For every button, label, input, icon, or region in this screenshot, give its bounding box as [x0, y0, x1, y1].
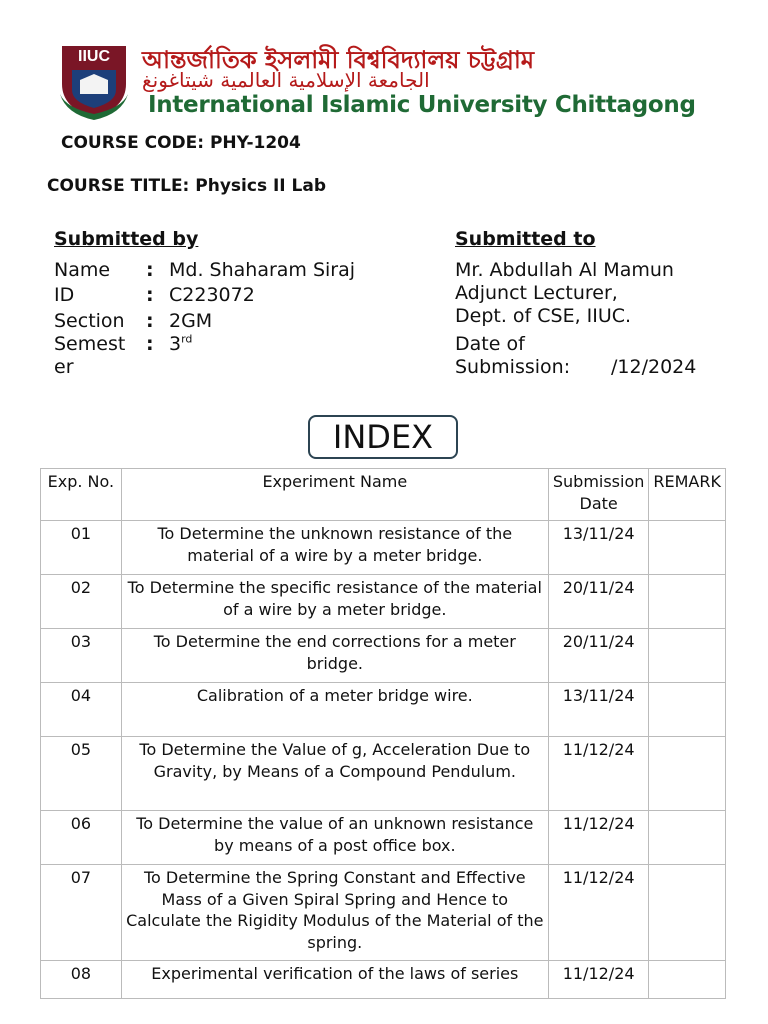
submission-date-cell: 20/11/24 — [548, 629, 649, 683]
course-title-label: COURSE TITLE: — [47, 176, 196, 196]
arabic-university-name: الجامعة الإسلامية العالمية شيتاغونغ — [142, 68, 430, 92]
bangla-university-name: আন্তর্জাতিক ইসলামী বিশ্ববিদ্যালয় চট্টগ্রাম — [142, 46, 535, 74]
table-row — [41, 629, 726, 683]
semester-label: Semest — [54, 333, 126, 355]
semester-label-cont: er — [54, 356, 74, 378]
remark-cell — [649, 683, 726, 737]
table-row — [41, 865, 726, 961]
exp-no-cell: 07 — [41, 865, 122, 961]
table-row — [41, 521, 726, 575]
name-colon: : — [146, 259, 154, 281]
experiment-name-cell: Experimental verification of the laws of series — [121, 961, 548, 999]
table-row — [41, 737, 726, 811]
submission-date-value: /12/2024 — [611, 356, 697, 378]
remark-cell — [649, 575, 726, 629]
name-label: Name — [54, 259, 111, 281]
submission-date-cell: 11/12/24 — [548, 811, 649, 865]
exp-no-cell: 05 — [41, 737, 122, 811]
semester-number: 3 — [169, 333, 182, 355]
experiment-name-cell: To Determine the Spring Constant and Effective Mass of a Given Spiral Spring and Hence to Calculate the Rigidity Modulus of the Material of the spring. — [121, 865, 548, 961]
experiment-name-cell: To Determine the Value of g, Acceleration Due to Gravity, by Means of a Compound Pendulum. — [121, 737, 548, 811]
table-row — [41, 811, 726, 865]
remark-cell — [649, 865, 726, 961]
exp-no-cell: 04 — [41, 683, 122, 737]
table-row — [41, 961, 726, 999]
submission-date-cell: 11/12/24 — [548, 865, 649, 961]
experiment-name-cell: To Determine the value of an unknown resistance by means of a post office box. — [121, 811, 548, 865]
semester-value — [169, 333, 192, 355]
id-colon: : — [146, 284, 154, 306]
supervisor-designation: Adjunct Lecturer, — [455, 282, 618, 304]
submission-date-cell: 11/12/24 — [548, 961, 649, 999]
table-header-row — [41, 469, 726, 521]
remark-cell — [649, 521, 726, 575]
experiment-name-cell: To Determine the unknown resistance of the material of a wire by a meter bridge. — [121, 521, 548, 575]
index-title: INDEX — [308, 415, 458, 459]
semester-suffix: rd — [181, 332, 193, 346]
submission-date-cell: 13/11/24 — [548, 683, 649, 737]
header-exp-no: Exp. No. — [41, 469, 122, 521]
english-university-name: International Islamic University Chittagong — [148, 92, 696, 118]
table-row — [41, 575, 726, 629]
header-submission-date: Submission Date — [548, 469, 649, 521]
supervisor-department: Dept. of CSE, IIUC. — [455, 305, 632, 327]
course-title-value: Physics II Lab — [195, 176, 327, 196]
exp-no-cell: 02 — [41, 575, 122, 629]
course-code-value: PHY-1204 — [209, 133, 301, 153]
id-value: C223072 — [169, 284, 255, 306]
date-label: Date of — [455, 333, 525, 355]
submission-label: Submission: — [455, 356, 571, 378]
submission-date-cell: 20/11/24 — [548, 575, 649, 629]
course-title — [47, 176, 326, 196]
remark-cell — [649, 961, 726, 999]
table-row — [41, 683, 726, 737]
header-remark: REMARK — [649, 469, 726, 521]
exp-no-cell: 08 — [41, 961, 122, 999]
submitted-by-heading: Submitted by — [54, 228, 199, 250]
university-crest-icon — [58, 44, 130, 120]
experiment-index-table — [40, 468, 726, 999]
experiment-name-cell: To Determine the specific resistance of the material of a wire by a meter bridge. — [121, 575, 548, 629]
course-code — [61, 133, 301, 153]
crest-lettering: IIUC — [78, 48, 110, 65]
submitted-to-heading: Submitted to — [455, 228, 596, 250]
exp-no-cell: 06 — [41, 811, 122, 865]
remark-cell — [649, 811, 726, 865]
submission-date-cell: 13/11/24 — [548, 521, 649, 575]
name-value: Md. Shaharam Siraj — [169, 259, 356, 281]
submission-date-cell: 11/12/24 — [548, 737, 649, 811]
section-colon: : — [146, 310, 154, 332]
header-experiment-name: Experiment Name — [121, 469, 548, 521]
section-label: Section — [54, 310, 125, 332]
semester-colon: : — [146, 333, 154, 355]
course-code-label: COURSE CODE: — [61, 133, 210, 153]
experiment-name-cell: To Determine the end corrections for a meter bridge. — [121, 629, 548, 683]
exp-no-cell: 03 — [41, 629, 122, 683]
experiment-name-cell: Calibration of a meter bridge wire. — [121, 683, 548, 737]
section-value: 2GM — [169, 310, 213, 332]
remark-cell — [649, 629, 726, 683]
remark-cell — [649, 737, 726, 811]
exp-no-cell: 01 — [41, 521, 122, 575]
supervisor-name: Mr. Abdullah Al Mamun — [455, 259, 674, 281]
id-label: ID — [54, 284, 75, 306]
university-header — [58, 40, 710, 124]
